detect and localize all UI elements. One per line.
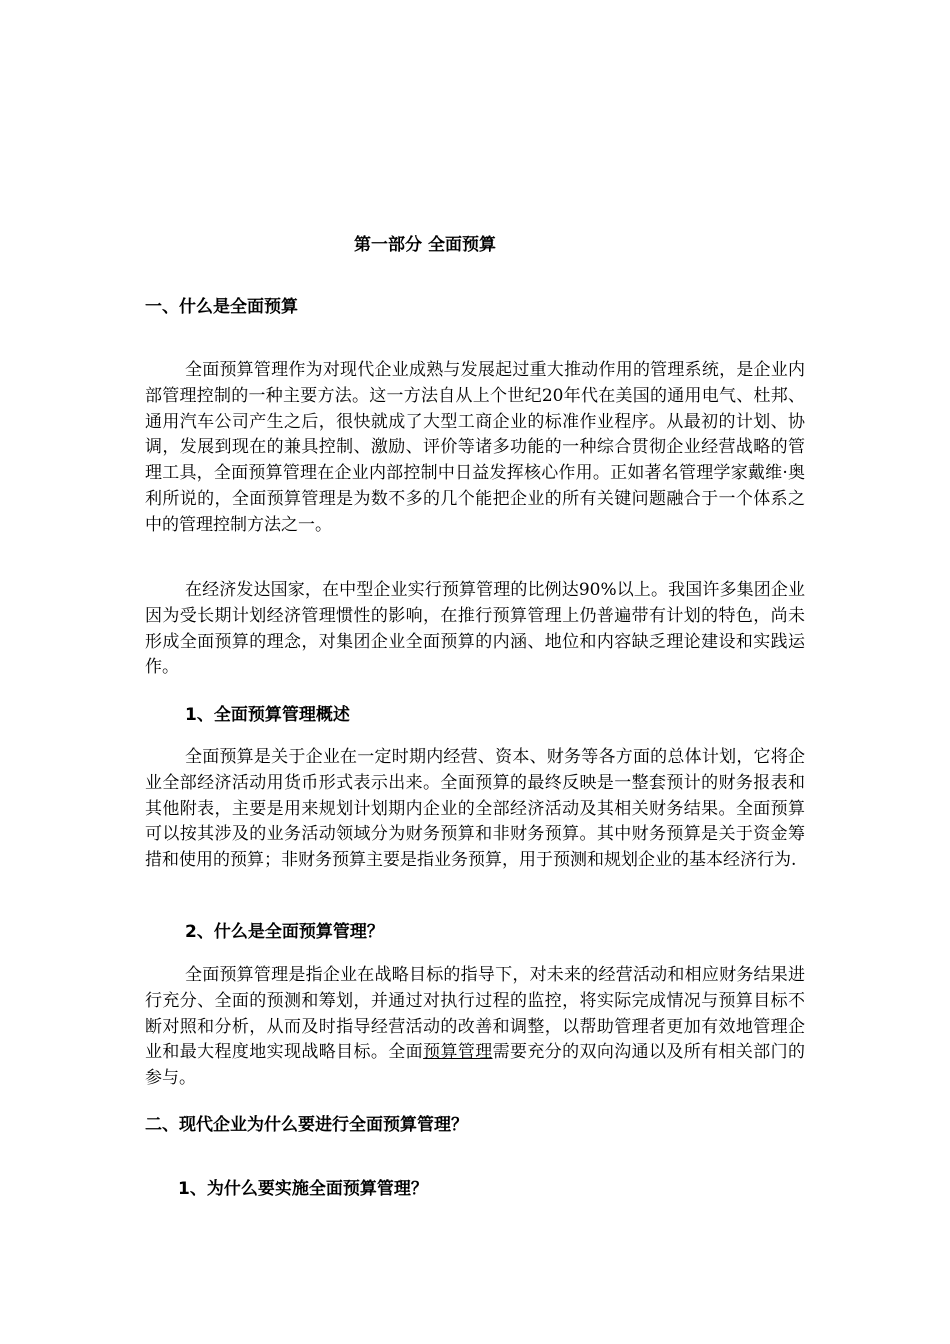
paragraph-intro: 全面预算管理作为对现代企业成熟与发展起过重大推动作用的管理系统，是企业内部管理控制的一种主要方法。这一方法自从上个世纪20年代在美国的通用电气、杜邦、通用汽车公司产生之后，很快就成了大型工商企业的标准作业程序。从最初的计划、协调，发展到现在的兼具控制、激励、评价等诸多功能的一种综合贯彻企业经营战略的管理工具，全面预算管理在企业内部控制中日益发挥核心作用。正如著名管理学家戴维·奥利所说的，全面预算管理是为数不多的几个能把企业的所有关键问题融合于一个体系之中的管理控制方法之一。 [145,360,805,535]
subheading-overview: 1、全面预算管理概述 [185,705,350,725]
section-heading-why-budget: 二、现代企业为什么要进行全面预算管理？ [145,1115,468,1135]
budget-management-link[interactable]: 预算管理 [423,1042,493,1063]
subheading-what-is-management: 2、什么是全面预算管理？ [185,922,384,942]
page-title: 第一部分 全面预算 [354,235,496,255]
paragraph-management-text-end: 需要充分的双向沟通以及所有相关部门的参与。 [145,1042,806,1089]
paragraph-management-text-start: 全面预算管理是指企业在战略目标的指导下，对未来的经营活动和相应财务结果进行充分、全面的预测和筹划，并通过对执行过程的监控，将实际完成情况与预算目标不断对照和分析，从而及时指导经营活动的改善和调整，以帮助管理者更加有效地管理企业和最大程度地实现战略目标。全面 [145,965,805,1063]
paragraph-overview: 全面预算是关于企业在一定时期内经营、资本、财务等各方面的总体计划，它将企业全部经济活动用货币形式表示出来。全面预算的最终反映是一整套预计的财务报表和其他附表，主要是用来规划计划期内企业的全部经济活动及其相关财务结果。全面预算可以按其涉及的业务活动领域分为财务预算和非财务预算。其中财务预算是关于资金筹措和使用的预算；非财务预算主要是指业务预算，用于预测和规划企业的基本经济行为. [145,747,805,871]
paragraph-developed-countries: 在经济发达国家，在中型企业实行预算管理的比例达90%以上。我国许多集团企业因为受长期计划经济管理惯性的影响，在推行预算管理上仍普遍带有计划的特色，尚未形成全面预算的理念，对集团企业全面预算的内涵、地位和内容缺乏理论建设和实践运作。 [145,580,805,678]
subheading-why-implement: 1、为什么要实施全面预算管理？ [178,1179,428,1199]
paragraph-management [145,963,805,1092]
section-heading-what-is-budget: 一、什么是全面预算 [145,297,298,317]
